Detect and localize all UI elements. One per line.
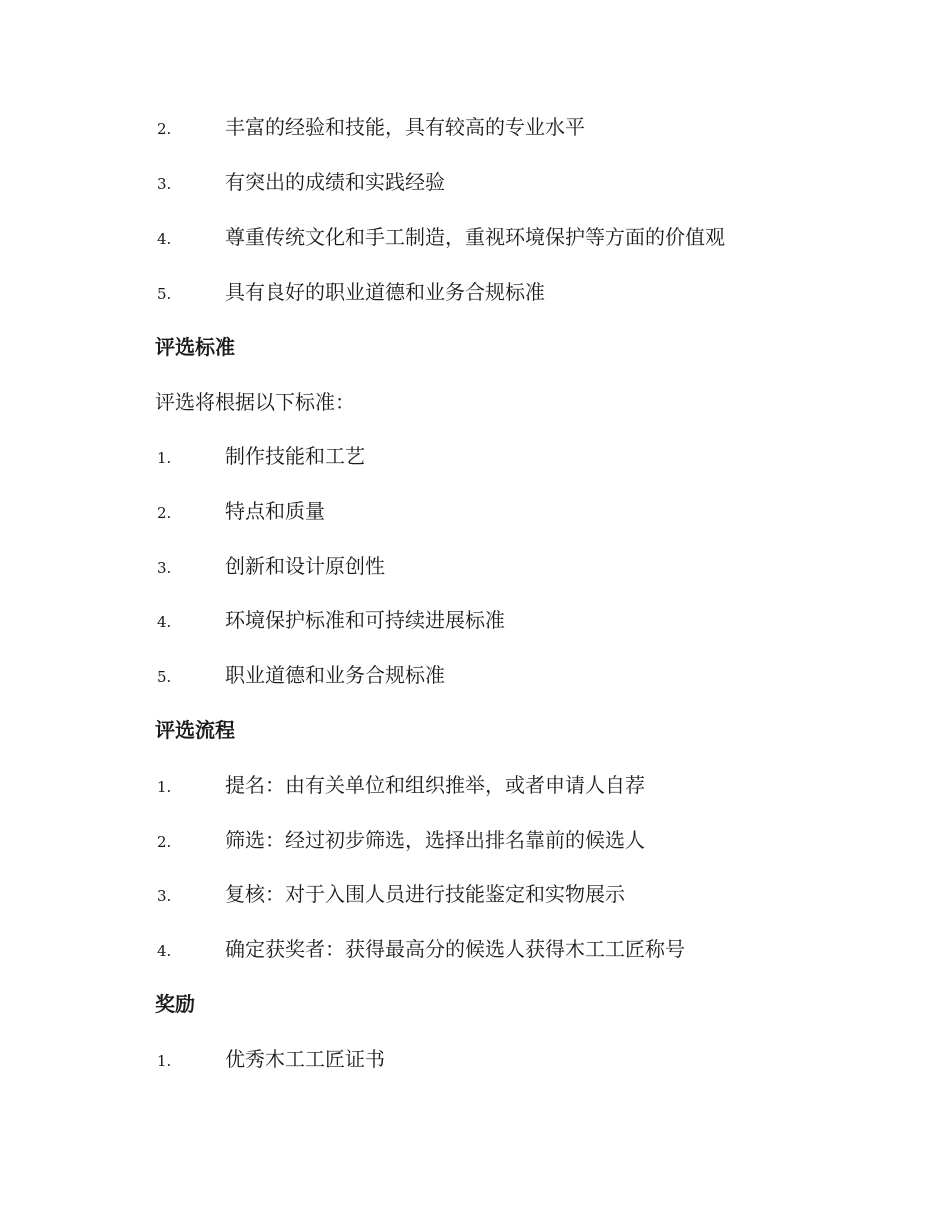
- list-item: [0, 552, 950, 582]
- list-item: [0, 880, 950, 910]
- list-item-text: 优秀木工工匠证书: [225, 1047, 385, 1071]
- list-item-text: 有突出的成绩和实践经验: [225, 170, 445, 194]
- list-number: 3.: [157, 175, 172, 193]
- list-item-text: 职业道德和业务合规标准: [225, 663, 445, 687]
- list-item: [0, 661, 950, 691]
- criteria-intro: 评选将根据以下标准：: [155, 390, 355, 414]
- section-heading-awards: 奖励: [155, 992, 195, 1016]
- list-item: [0, 606, 950, 636]
- section-heading-process: 评选流程: [155, 718, 235, 742]
- list-number: 4.: [157, 942, 172, 960]
- list-number: 5.: [157, 668, 172, 686]
- list-number: 4.: [157, 613, 172, 631]
- list-number: 2.: [157, 504, 172, 522]
- list-item-text: 具有良好的职业道德和业务合规标准: [225, 280, 545, 304]
- list-item-text: 环境保护标准和可持续进展标准: [225, 608, 505, 632]
- list-number: 1.: [157, 449, 172, 467]
- list-item-text: 筛选：经过初步筛选，选择出排名靠前的候选人: [225, 828, 645, 852]
- list-number: 4.: [157, 230, 172, 248]
- list-item-text: 确定获奖者：获得最高分的候选人获得木工工匠称号: [225, 937, 685, 961]
- list-item-text: 提名：由有关单位和组织推举，或者申请人自荐: [225, 773, 645, 797]
- list-item: [0, 497, 950, 527]
- list-item-text: 创新和设计原创性: [225, 554, 385, 578]
- list-number: 3.: [157, 887, 172, 905]
- list-item-text: 特点和质量: [225, 499, 325, 523]
- list-item: [0, 168, 950, 198]
- list-item: [0, 826, 950, 856]
- list-number: 1.: [157, 1052, 172, 1070]
- list-item: [0, 771, 950, 801]
- list-item: [0, 113, 950, 143]
- section-heading-criteria: 评选标准: [155, 335, 235, 359]
- list-item-text: 制作技能和工艺: [225, 444, 365, 468]
- list-item: [0, 278, 950, 308]
- list-number: 1.: [157, 778, 172, 796]
- list-item: [0, 223, 950, 253]
- list-number: 2.: [157, 833, 172, 851]
- list-item-text: 丰富的经验和技能，具有较高的专业水平: [225, 115, 585, 139]
- list-item: [0, 1045, 950, 1075]
- list-item: [0, 935, 950, 965]
- list-item-text: 复核：对于入围人员进行技能鉴定和实物展示: [225, 882, 625, 906]
- list-number: 3.: [157, 559, 172, 577]
- list-item: [0, 442, 950, 472]
- list-number: 5.: [157, 285, 172, 303]
- list-item-text: 尊重传统文化和手工制造，重视环境保护等方面的价值观: [225, 225, 725, 249]
- list-number: 2.: [157, 120, 172, 138]
